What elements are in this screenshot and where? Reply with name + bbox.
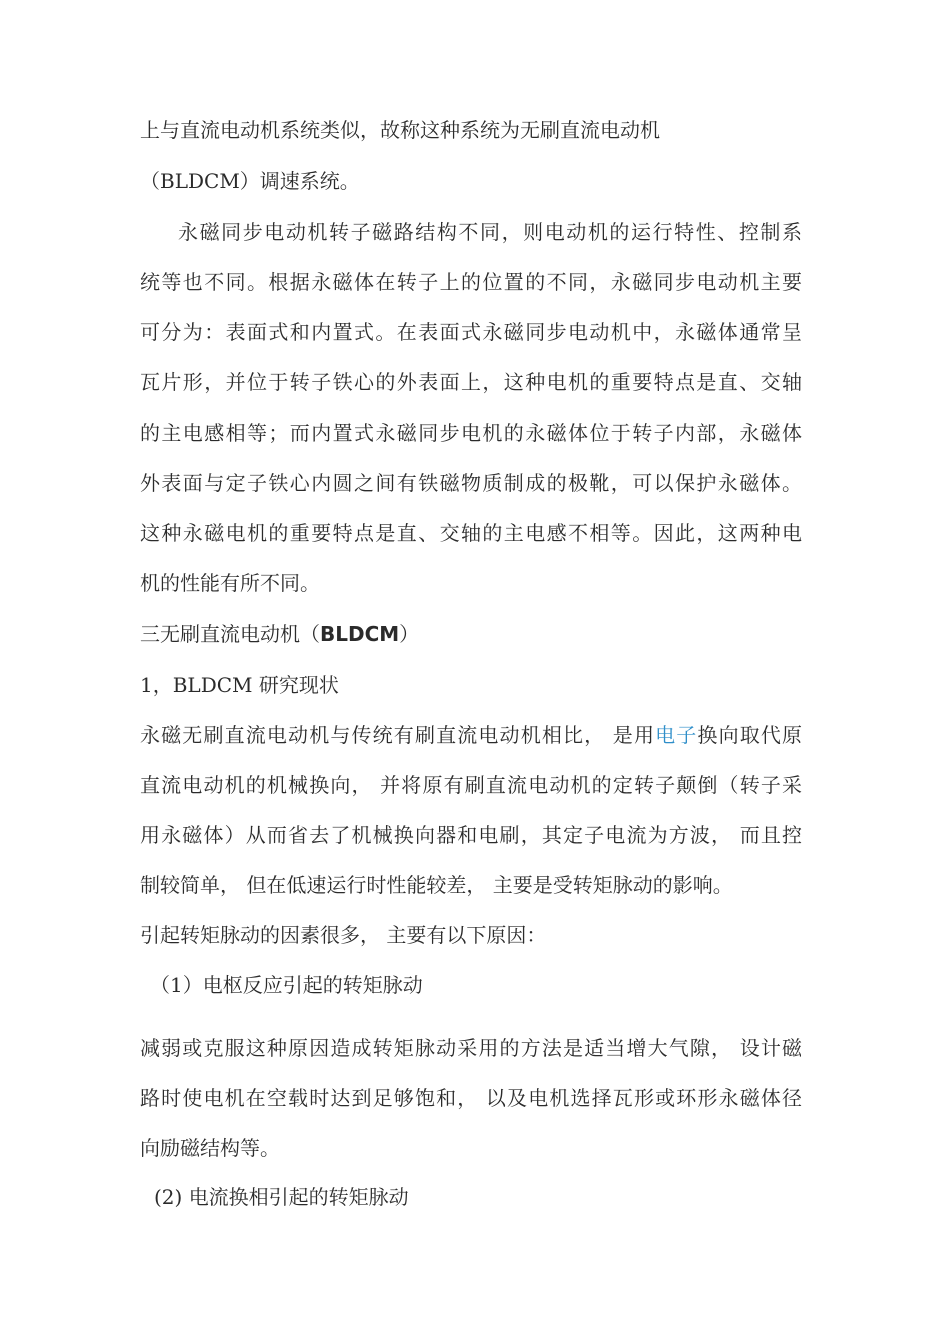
list-item-2: (2) 电流换相引起的转矩脉动 bbox=[154, 1185, 409, 1209]
paragraph-3-line-1 bbox=[140, 722, 802, 748]
paragraph-2-line-5: 的主电感相等；而内置式永磁同步电机的永磁体位于转子内部，永磁体 bbox=[140, 421, 802, 445]
paragraph-3-text-b: 换向取代原 bbox=[697, 723, 803, 747]
paragraph-2-line-2: 统等也不同。根据永磁体在转子上的位置的不同，永磁同步电动机主要 bbox=[140, 270, 802, 294]
section-heading bbox=[140, 621, 419, 647]
paragraph-1-line-2: （BLDCM）调速系统。 bbox=[140, 169, 360, 193]
paragraph-2-line-1: 永磁同步电动机转子磁路结构不同，则电动机的运行特性、控制系 bbox=[178, 220, 802, 244]
section-heading-bold: BLDCM bbox=[320, 622, 400, 646]
paragraph-2-line-3: 可分为：表面式和内置式。在表面式永磁同步电动机中，永磁体通常呈 bbox=[140, 320, 802, 344]
section-heading-suffix: ） bbox=[399, 622, 420, 646]
paragraph-3-line-4: 制较简单， 但在低速运行时性能较差， 主要是受转矩脉动的影响。 bbox=[140, 873, 733, 897]
paragraph-5-line-2: 路时使电机在空载时达到足够饱和， 以及电机选择瓦形或环形永磁体径 bbox=[140, 1086, 802, 1110]
paragraph-2-line-4: 瓦片形，并位于转子铁心的外表面上，这种电机的重要特点是直、交轴 bbox=[140, 370, 802, 394]
list-item-1: （1）电枢反应引起的转矩脉动 bbox=[150, 973, 423, 997]
paragraph-5-line-1: 减弱或克服这种原因造成转矩脉动采用的方法是适当增大气隙， 设计磁 bbox=[140, 1036, 802, 1060]
paragraph-2-line-7: 这种永磁电机的重要特点是直、交轴的主电感不相等。因此，这两种电 bbox=[140, 521, 802, 545]
paragraph-4: 引起转矩脉动的因素很多， 主要有以下原因： bbox=[140, 923, 547, 947]
paragraph-3-line-2: 直流电动机的机械换向， 并将原有刷直流电动机的定转子颠倒（转子采 bbox=[140, 773, 802, 797]
paragraph-3-line-3: 用永磁体）从而省去了机械换向器和电刷，其定子电流为方波， 而且控 bbox=[140, 823, 802, 847]
subsection-heading: 1，BLDCM 研究现状 bbox=[140, 673, 339, 697]
section-heading-prefix: 三无刷直流电动机（ bbox=[140, 622, 320, 646]
paragraph-2-line-8: 机的性能有所不同。 bbox=[140, 571, 320, 595]
paragraph-5-line-3: 向励磁结构等。 bbox=[140, 1136, 280, 1160]
paragraph-1-line-1: 上与直流电动机系统类似，故称这种系统为无刷直流电动机 bbox=[140, 118, 660, 142]
paragraph-2-line-6: 外表面与定子铁心内圆之间有铁磁物质制成的极靴，可以保护永磁体。 bbox=[140, 471, 802, 495]
electronics-link[interactable]: 电子 bbox=[655, 723, 698, 747]
paragraph-3-text-a: 永磁无刷直流电动机与传统有刷直流电动机相比， 是用 bbox=[140, 723, 656, 747]
